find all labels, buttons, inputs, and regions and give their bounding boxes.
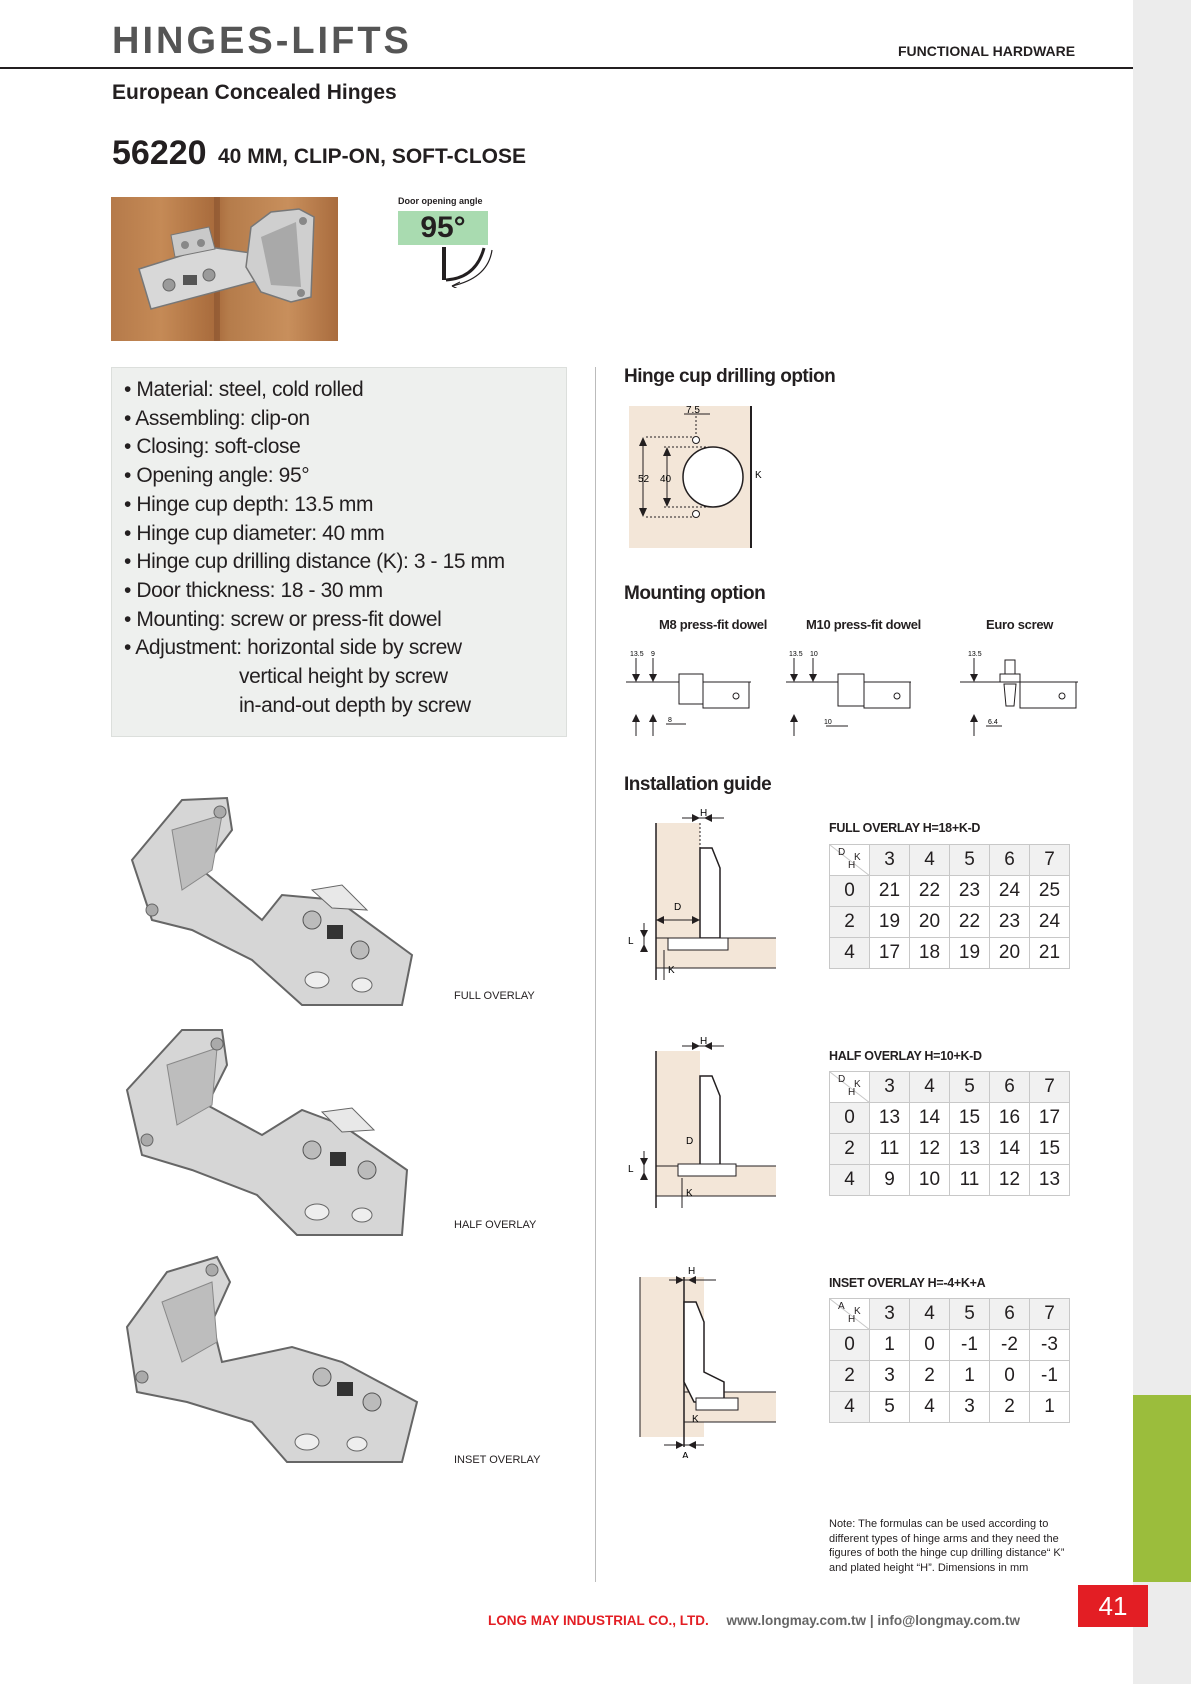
m8-dim-2: 9 [651,651,655,658]
table-cell: 14 [990,1134,1030,1165]
corner-k-label: K [854,852,861,863]
table-header-cell: 4 [910,1299,950,1330]
product-model: 56220 [112,134,207,172]
corner-k-label: K [854,1306,861,1317]
table-row-header: 2 [830,1134,870,1165]
header-divider [0,67,1133,69]
table-header-cell: 5 [950,845,990,876]
table-cell: 0 [990,1361,1030,1392]
drilling-title: Hinge cup drilling option [624,366,836,387]
table-cell: 24 [1030,907,1070,938]
table-title-full: FULL OVERLAY H=18+K-D [829,821,981,835]
m8-dim-3: 8 [668,717,672,724]
table-cell: -2 [990,1330,1030,1361]
mount-label-m10: M10 press-fit dowel [806,617,921,632]
feature-item-continued: vertical height by screw [239,665,448,689]
table-cell: 24 [990,876,1030,907]
column-divider [595,367,596,1582]
feature-item: • Adjustment: horizontal side by screw [124,634,566,663]
table-cell: 17 [870,938,910,969]
table-header-cell: 7 [1030,1299,1070,1330]
table-cell: 16 [990,1103,1030,1134]
page-title: HINGES-LIFTS [112,20,412,62]
table-cell: 1 [870,1330,910,1361]
table-cell: 2 [910,1361,950,1392]
table-cell: 17 [1030,1103,1070,1134]
label-h: H [700,808,708,819]
table-header-cell: 4 [910,845,950,876]
hinge-image-inset-overlay [112,1252,422,1472]
table-corner [830,845,870,876]
label-k: K [668,965,675,976]
feature-item: • Hinge cup drilling distance (K): 3 - 15 mm [124,548,566,577]
table-header-cell: 6 [990,845,1030,876]
table-cell: 4 [910,1392,950,1423]
table-cell: 21 [1030,938,1070,969]
page-number: 41 [1078,1585,1148,1627]
table-cell: 22 [950,907,990,938]
mount-diagram-m8 [626,646,756,736]
dim-k: K [755,470,762,481]
table-cell: 20 [910,907,950,938]
table-header-cell: 3 [870,1072,910,1103]
table-cell: -3 [1030,1330,1070,1361]
caption-half-overlay: HALF OVERLAY [454,1219,537,1231]
table-title-half: HALF OVERLAY H=10+K-D [829,1049,982,1063]
door-swing-icon [436,244,498,288]
table-cell: 19 [950,938,990,969]
table-cell: -1 [950,1330,990,1361]
label-k: K [692,1414,699,1425]
table-cell: 13 [870,1103,910,1134]
label-a: A [682,1451,689,1458]
table-header-cell: 6 [990,1299,1030,1330]
mounting-title: Mounting option [624,583,766,604]
table-row-header: 2 [830,1361,870,1392]
corner-h-label: H [848,1087,856,1098]
table-cell: 2 [990,1392,1030,1423]
hinge-image-full-overlay [112,790,422,1010]
caption-full-overlay: FULL OVERLAY [454,990,535,1002]
table-cell: 5 [870,1392,910,1423]
feature-item: • Material: steel, cold rolled [124,376,566,405]
table-cell: 12 [910,1134,950,1165]
hinge-image-half-overlay [112,1020,422,1240]
table-cell: 21 [870,876,910,907]
dim-7-5: 7.5 [686,405,700,416]
table-half-overlay [829,1071,1070,1196]
feature-item: • Assembling: clip-on [124,405,566,434]
footnote: Note: The formulas can be used according to different types of hinge arms and they need the figures of both the hinge cup drilling distance“ K” and plated height “H”. Dimensions in mm [829,1518,1065,1574]
table-row-header: 0 [830,1330,870,1361]
euro-dim-3: 6.4 [988,719,998,726]
label-d: D [686,1136,694,1147]
table-header-cell: 7 [1030,1072,1070,1103]
mount-diagram-euro [960,646,1090,736]
dim-40: 40 [660,474,672,485]
corner-row-label: A [838,1301,845,1312]
table-cell: 13 [950,1134,990,1165]
table-cell: 15 [950,1103,990,1134]
table-cell: 23 [950,876,990,907]
table-cell: 3 [950,1392,990,1423]
table-header-cell: 6 [990,1072,1030,1103]
table-cell: 25 [1030,876,1070,907]
feature-item: • Closing: soft-close [124,433,566,462]
table-cell: 14 [910,1103,950,1134]
table-cell: 15 [1030,1134,1070,1165]
label-d: D [674,902,682,913]
m10-dim-1: 13.5 [789,651,803,658]
feature-item: • Opening angle: 95° [124,462,566,491]
table-cell: 13 [1030,1165,1070,1196]
table-header-cell: 3 [870,845,910,876]
install-title: Installation guide [624,774,772,795]
table-header-cell: 4 [910,1072,950,1103]
table-cell: 20 [990,938,1030,969]
section-subtitle: European Concealed Hinges [112,81,397,104]
corner-h-label: H [848,1314,856,1325]
mount-label-m8: M8 press-fit dowel [659,617,768,632]
email-link[interactable]: info@longmay.com.tw [877,1613,1021,1628]
website-link[interactable]: www.longmay.com.tw [726,1613,867,1628]
label-h: H [700,1036,708,1047]
table-cell: 12 [990,1165,1030,1196]
feature-item: • Hinge cup diameter: 40 mm [124,520,566,549]
table-title-inset: INSET OVERLAY H=-4+K+A [829,1276,986,1290]
corner-row-label: D [838,847,846,858]
footer-separator: | [869,1613,874,1628]
table-header-cell: 5 [950,1299,990,1330]
feature-item: • Hinge cup depth: 13.5 mm [124,491,566,520]
table-cell: 11 [870,1134,910,1165]
table-full-overlay [829,844,1070,969]
table-header-cell: 7 [1030,845,1070,876]
table-header-cell: 3 [870,1299,910,1330]
table-cell: 18 [910,938,950,969]
m10-dim-3: 10 [824,719,832,726]
company-name: LONG MAY INDUSTRIAL CO., LTD. [488,1613,709,1628]
euro-dim-1: 13.5 [968,651,982,658]
table-cell: 22 [910,876,950,907]
table-row-header: 4 [830,1165,870,1196]
install-diagram-full-overlay [624,808,780,984]
category-label: FUNCTIONAL HARDWARE [898,43,1076,59]
table-cell: 0 [910,1330,950,1361]
feature-item: • Door thickness: 18 - 30 mm [124,577,566,606]
dim-52: 52 [638,474,650,485]
table-cell: 3 [870,1361,910,1392]
table-cell: 1 [1030,1392,1070,1423]
table-cell: 19 [870,907,910,938]
opening-angle-label: Door opening angle [398,196,483,206]
table-cell: 1 [950,1361,990,1392]
product-description: 40 MM, CLIP-ON, SOFT-CLOSE [218,145,527,168]
label-l: L [628,1164,634,1175]
table-row-header: 0 [830,1103,870,1134]
opening-angle-value: 95° [398,211,488,245]
table-inset-overlay [829,1298,1070,1423]
install-diagram-inset-overlay [624,1262,780,1458]
feature-item: • Mounting: screw or press-fit dowel [124,606,566,635]
corner-row-label: D [838,1074,846,1085]
corner-h-label: H [848,860,856,871]
label-k: K [686,1188,693,1199]
caption-inset-overlay: INSET OVERLAY [454,1454,541,1466]
footer [488,1613,1020,1628]
corner-k-label: K [854,1079,861,1090]
table-row-header: 2 [830,907,870,938]
table-header-cell: 5 [950,1072,990,1103]
mount-diagram-m10 [786,646,916,736]
drilling-diagram [626,400,766,550]
product-photo [111,197,338,341]
label-h: H [688,1266,696,1277]
mount-label-euro: Euro screw [986,617,1054,632]
feature-item-continued: in-and-out depth by screw [239,693,471,717]
table-corner [830,1299,870,1330]
features-panel [111,367,567,737]
m8-dim-1: 13.5 [630,651,644,658]
label-l: L [628,936,634,947]
table-row-header: 4 [830,1392,870,1423]
table-cell: 10 [910,1165,950,1196]
table-row-header: 4 [830,938,870,969]
sidebar-accent [1133,1395,1191,1582]
install-diagram-half-overlay [624,1036,780,1212]
table-cell: -1 [1030,1361,1070,1392]
table-cell: 23 [990,907,1030,938]
table-cell: 9 [870,1165,910,1196]
table-cell: 11 [950,1165,990,1196]
table-row-header: 0 [830,876,870,907]
table-corner [830,1072,870,1103]
m10-dim-2: 10 [810,651,818,658]
